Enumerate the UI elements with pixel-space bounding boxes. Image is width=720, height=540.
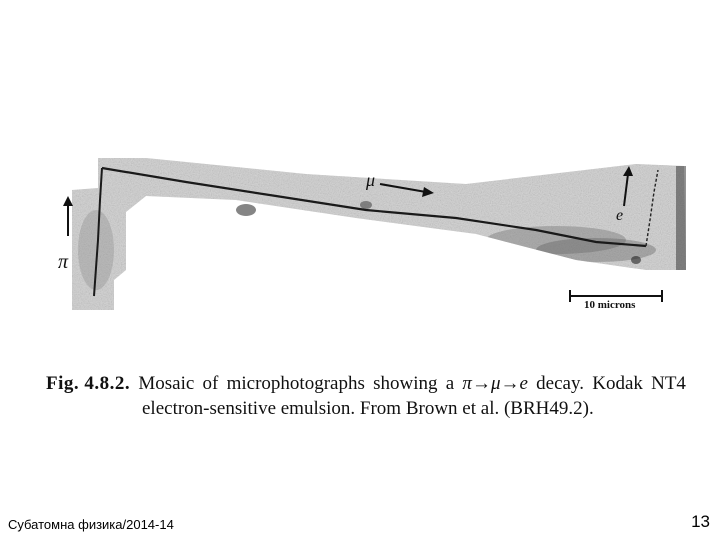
caption-word: of <box>202 373 219 394</box>
pion-arrow <box>63 196 73 236</box>
emulsion-micrograph-figure <box>36 100 688 362</box>
course-footer: Субатомна физика/2014-14 <box>8 517 174 532</box>
scale-bar-label: 10 microns <box>584 299 636 311</box>
caption-word: showing <box>373 373 438 394</box>
pion-label: π <box>58 251 69 273</box>
page-number: 13 <box>691 512 710 531</box>
caption-word: NT4 <box>651 373 686 394</box>
caption-word: Mosaic <box>138 373 195 394</box>
caption-word: a <box>445 373 455 394</box>
caption-line-1 <box>46 371 686 396</box>
caption-word: microphotographs <box>226 373 365 394</box>
emulsion-strip <box>36 100 688 362</box>
caption-word: decay. <box>536 373 584 394</box>
figure-caption <box>46 371 686 421</box>
figure-number: Fig. 4.8.2. <box>46 373 131 394</box>
muon-label: μ <box>366 170 376 190</box>
caption-line-2: electron-sensitive emulsion. From Brown et al. (BRH49.2). <box>142 398 594 419</box>
electron-label: e <box>616 207 624 224</box>
caption-decay-formula: π→μ→e <box>462 373 528 394</box>
caption-word: Kodak <box>592 373 643 394</box>
micrograph-mosaic <box>36 100 688 362</box>
